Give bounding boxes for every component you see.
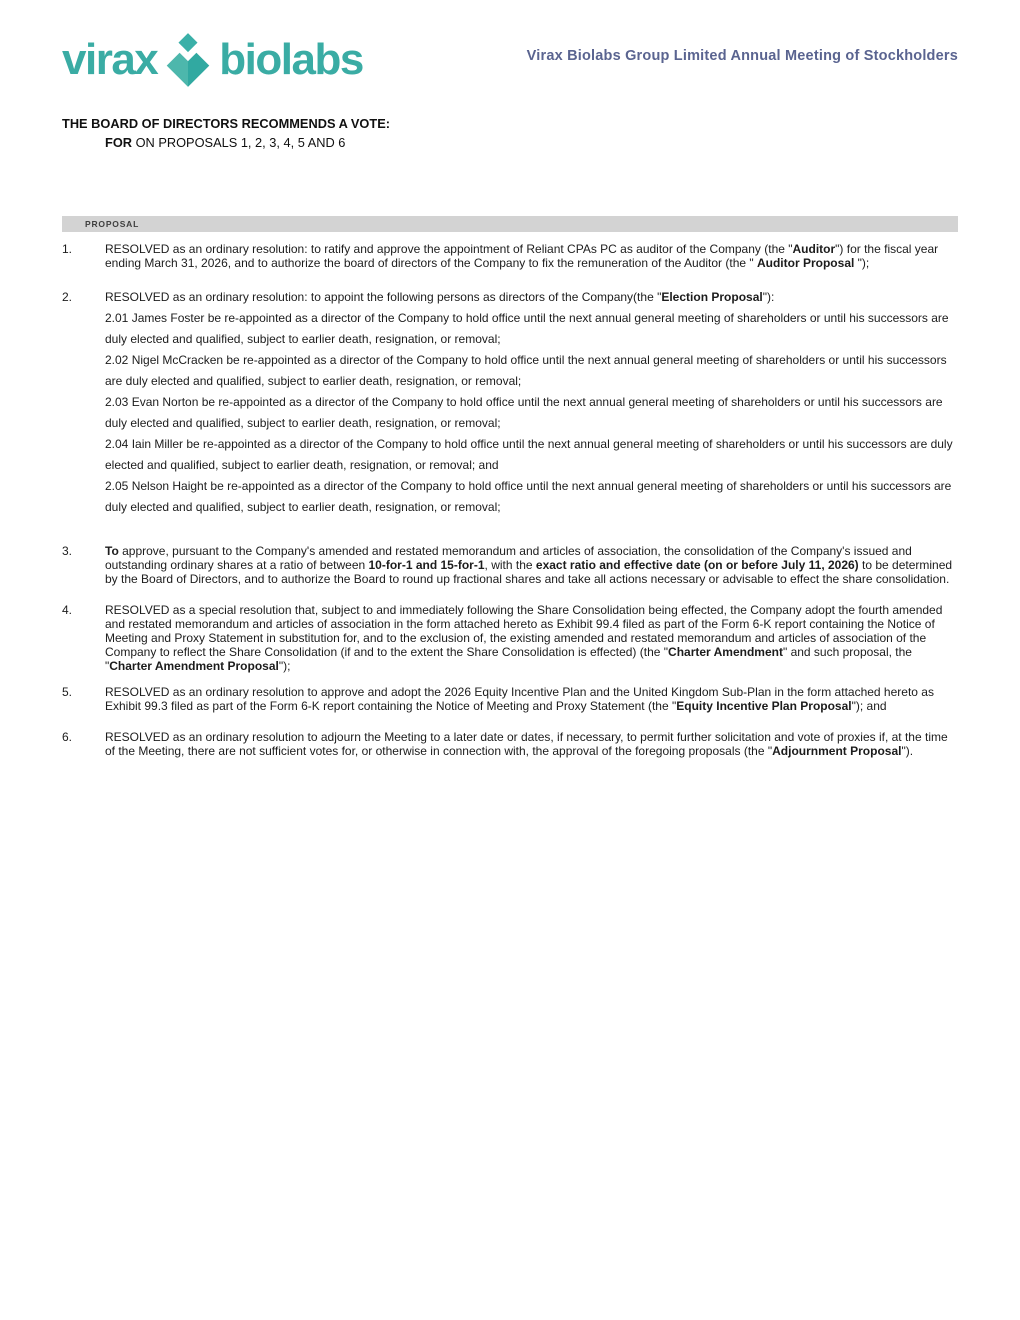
recommendation-vote-line xyxy=(105,135,958,150)
vote-proposals-text: ON PROPOSALS 1, 2, 3, 4, 5 AND 6 xyxy=(132,135,346,150)
proposal-number: 2. xyxy=(62,290,73,305)
proposal-number: 1. xyxy=(62,242,73,256)
proposal-item-2 xyxy=(62,287,958,518)
proposal-2-intro: RESOLVED as an ordinary resolution: to appoint the following persons as directors of the Company(the "Election Proposal"): xyxy=(105,290,775,305)
proposal-number: 6. xyxy=(62,730,73,745)
proposal-item-6 xyxy=(62,730,958,758)
proposal-item-3 xyxy=(62,544,958,586)
proposal-text: RESOLVED as an ordinary resolution: to ratify and approve the appointment of Reliant CPAs PC as auditor of the Company (the "Auditor") for the fiscal year ending March 31, 2026, and to authorize the board of directors of the Company to fix the remuneration of the Auditor (the " Auditor Proposal "); xyxy=(105,242,939,271)
proposal-item-1 xyxy=(62,242,958,270)
proposal-2-sub-item: 2.05 Nelson Haight be re-appointed as a director of the Company to hold office until the next annual general meeting of shareholders or until his successors are duly elected and qualified, subject to earlier death, resignation, or removal; xyxy=(105,479,952,515)
proposal-text xyxy=(105,287,958,518)
proposal-2-sub-item: 2.04 Iain Miller be re-appointed as a director of the Company to hold office until the next annual general meeting of shareholders or until his successors are duly elected and qualified, subject to earlier death, resignation, or removal; and xyxy=(105,437,953,473)
proposal-2-sub-item: 2.01 James Foster be re-appointed as a director of the Company to hold office until the next annual general meeting of shareholders or until his successors are duly elected and qualified, subject to earlier death, resignation, or removal; xyxy=(105,311,949,347)
proposal-item-5 xyxy=(62,685,958,713)
diamond-check-icon xyxy=(160,32,216,88)
page-header xyxy=(0,0,1020,88)
proposal-number: 5. xyxy=(62,685,73,700)
vote-for-label: FOR xyxy=(105,135,133,150)
proposal-text: To approve, pursuant to the Company's amended and restated memorandum and articles of association, the consolidation of the Company's issued and outstanding ordinary shares at a ratio of between 10-for-1 and 15-for-1, with the exact ratio and effective date (on or before July 11, 2026) to be determined by the Board of Directors, and to authorize the Board to round up fractional shares and take all actions necessary or advisable to effect the share consolidation. xyxy=(105,544,953,587)
proposal-item-4 xyxy=(62,603,958,673)
proposal-list xyxy=(0,232,1020,758)
page-title: Virax Biolabs Group Limited Annual Meeting of Stockholders xyxy=(526,48,958,64)
recommendation-heading: THE BOARD OF DIRECTORS RECOMMENDS A VOTE: xyxy=(62,116,390,131)
logo-text-biolabs: biolabs xyxy=(219,35,363,84)
proposal-text: RESOLVED as an ordinary resolution to approve and adopt the 2026 Equity Incentive Plan and the United Kingdom Sub-Plan in the form attached hereto as Exhibit 99.3 filed as part of the Form 6-K report containing the Notice of Meeting and Proxy Statement (the "Equity Incentive Plan Proposal"); and xyxy=(105,685,934,714)
proposal-text: RESOLVED as an ordinary resolution to adjourn the Meeting to a later date or dates, if necessary, to permit further solicitation and vote of proxies if, at the time of the Meeting, there are not sufficient votes for, or otherwise in connection with, the approval of the foregoing proposals (the "Adjournment Proposal"). xyxy=(105,730,948,759)
board-recommendation xyxy=(0,116,1020,150)
virax-biolabs-logo xyxy=(62,32,363,88)
proposal-text: RESOLVED as a special resolution that, subject to and immediately following the Share Consolidation being effected, the Company adopt the fourth amended and restated memorandum and articles of association in the form attached hereto as Exhibit 99.4 filed as part of the Form 6-K report containing the Notice of Meeting and Proxy Statement in substitution for, and to the exclusion of, the existing amended and restated memorandum and articles of association of the Company to reflect the Share Consolidation (if and to the extent the Share Consolidation is effected) (the "Charter Amendment" and such proposal, the "Charter Amendment Proposal"); xyxy=(105,603,943,674)
proposal-2-sub-item: 2.02 Nigel McCracken be re-appointed as a director of the Company to hold office until the next annual general meeting of shareholders or until his successors are duly elected and qualified, subject to earlier death, resignation, or removal; xyxy=(105,353,947,389)
proposal-table-header xyxy=(62,216,958,232)
proposal-2-sub-item: 2.03 Evan Norton be re-appointed as a director of the Company to hold office until the next annual general meeting of shareholders or until his successors are duly elected and qualified, subject to earlier death, resignation, or removal; xyxy=(105,395,943,431)
proposal-number: 3. xyxy=(62,544,73,559)
proposal-number: 4. xyxy=(62,603,73,618)
proposal-column-header: PROPOSAL xyxy=(85,219,140,229)
logo-text-virax: virax xyxy=(62,35,158,84)
